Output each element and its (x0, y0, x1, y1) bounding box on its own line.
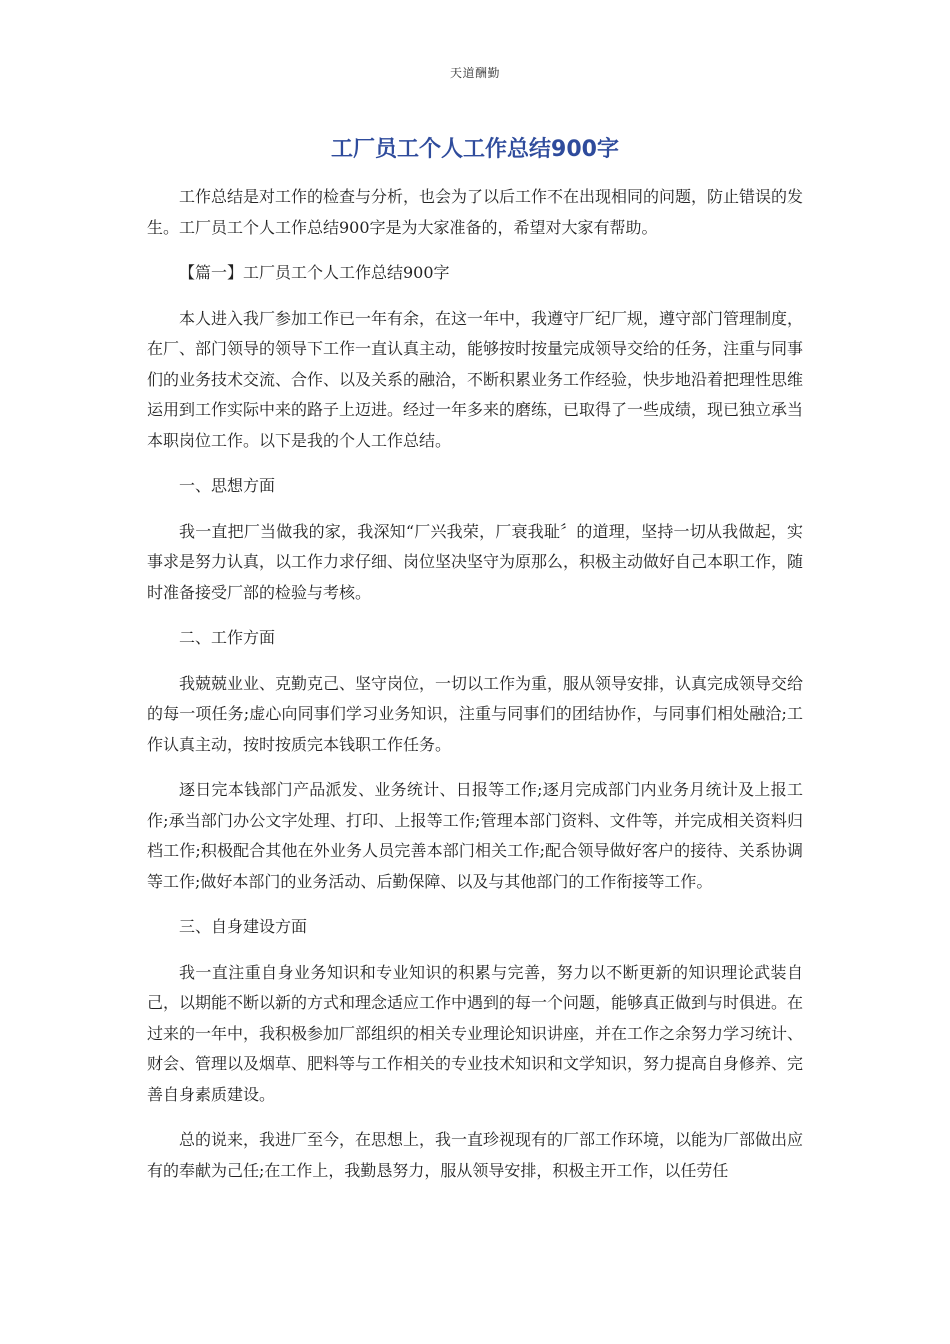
document-body (147, 182, 803, 1201)
paragraph-intro: 工作总结是对工作的检查与分析，也会为了以后工作不在出现相同的问题，防止错误的发生。工厂员工个人工作总结900字是为大家准备的，希望对大家有帮助。 (147, 187, 804, 237)
section-heading-part-one: 【篇一】工厂员工个人工作总结900字 (179, 263, 450, 282)
section-heading-self-building: 三、自身建设方面 (179, 917, 308, 936)
paragraph-work-2: 逐日完本钱部门产品派发、业务统计、日报等工作;逐月完成部门内业务月统计及上报工作;承当部门办公文字处理、打印、上报等工作;管理本部门资料、文件等，并完成相关资料归档工作;积极配合其他在外业务人员完善本部门相关工作;配合领导做好客户的接待、关系协调等工作;做好本部门的业务活动、后勤保障、以及与其他部门的工作衔接等工作。 (147, 780, 803, 891)
paragraph-thought: 我一直把厂当做我的家，我深知“厂兴我荣，厂衰我耻〞的道理，坚持一切从我做起，实事求是努力认真，以工作力求仔细、岗位坚决坚守为原那么，积极主动做好自己本职工作，随时准备接受厂部的检验与考核。 (147, 521, 804, 602)
page-header: 天道酬勤 (449, 66, 500, 80)
document-title: 工厂员工个人工作总结900字 (331, 137, 619, 162)
paragraph-work-1: 我兢兢业业、克勤克己、坚守岗位，一切以工作为重，服从领导安排，认真完成领导交给的每一项任务;虚心向同事们学习业务知识，注重与同事们的团结协作，与同事们相处融洽;工作认真主动，按时按质完本钱职工作任务。 (147, 673, 804, 754)
paragraph-self-building: 我一直注重自身业务知识和专业知识的积累与完善，努力以不断更新的知识理论武装自己，以期能不断以新的方式和理念适应工作中遇到的每一个问题，能够真正做到与时俱进。在过来的一年中，我积极参加厂部组织的相关专业理论知识讲座，并在工作之余努力学习统计、财会、管理以及烟草、肥料等与工作相关的专业技术知识和文学知识，努力提高自身修养、完善自身素质建设。 (147, 962, 804, 1104)
paragraph-summary: 总的说来，我进厂至今，在思想上，我一直珍视现有的厂部工作环境，以能为厂部做出应有的奉献为己任;在工作上，我勤恳努力，服从领导安排，积极主开工作，以任劳任 (147, 1130, 804, 1180)
section-heading-work: 二、工作方面 (179, 628, 276, 647)
paragraph-overview: 本人进入我厂参加工作已一年有余，在这一年中，我遵守厂纪厂规，遵守部门管理制度，在厂、部门领导的领导下工作一直认真主动，能够按时按量完成领导交给的任务，注重与同事们的业务技术交流、合作、以及关系的融洽，不断积累业务工作经验，快步地沿着把理性思维运用到工作实际中来的路子上迈进。经过一年多来的磨练，已取得了一些成绩，现已独立承当本职岗位工作。以下是我的个人工作总结。 (147, 308, 804, 450)
section-heading-thought: 一、思想方面 (179, 476, 276, 495)
